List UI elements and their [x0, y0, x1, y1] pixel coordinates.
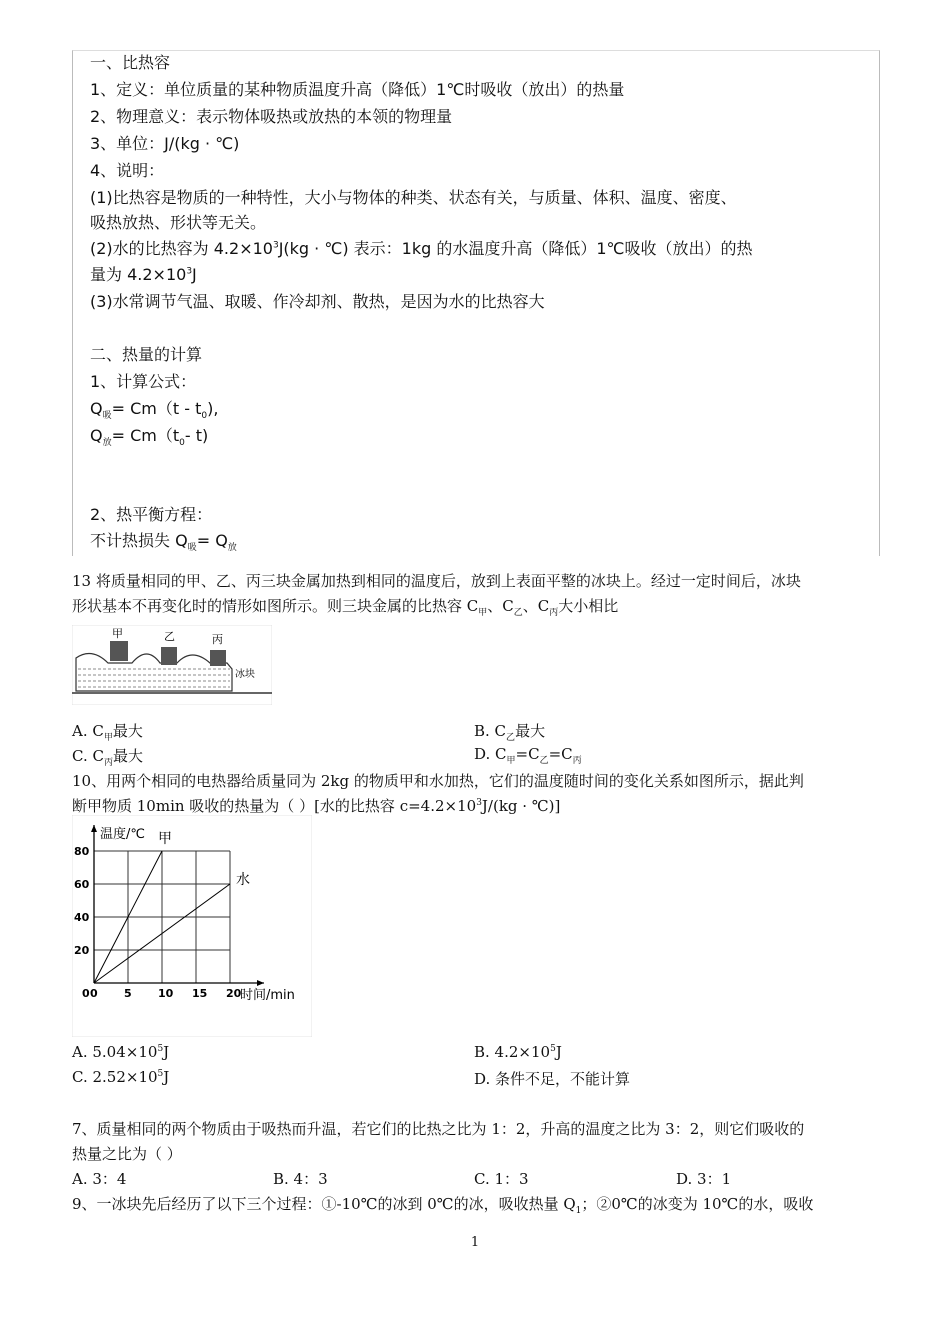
- y-tick-label: 60: [74, 878, 90, 891]
- q10-chart: [72, 815, 312, 1037]
- metal-block-jia: [110, 641, 128, 661]
- x-tick-label: 10: [158, 987, 174, 1000]
- fig-label-jia: 甲: [112, 627, 123, 640]
- q13-figure: [72, 625, 272, 705]
- note1-line1: (1)比热容是物质的一种特性，大小与物体的种类、状态有关，与质量、体积、温度、密度、: [90, 188, 737, 207]
- series-label-1: 水: [236, 872, 250, 888]
- metal-block-yi: [161, 647, 177, 665]
- fig-label-bing: 丙: [212, 633, 223, 646]
- origin-label: 0: [82, 987, 90, 1000]
- fig-label-yi: 乙: [164, 630, 175, 643]
- y-tick-label: 80: [74, 845, 90, 858]
- x-tick-label: 15: [192, 987, 208, 1000]
- y-tick-label: 40: [74, 911, 90, 924]
- x-tick-label: 5: [124, 987, 132, 1000]
- y-tick-label: 20: [74, 944, 90, 957]
- q9-line1: 9、一冰块先后经历了以下三个过程：①-10℃的冰到 0℃的冰，吸收热量 $Q_1$；②0℃的冰变为 10℃的水，吸收: [72, 1195, 814, 1216]
- q10-line2: 断甲物质 10min 吸收的热量为（ ）[水的比热容 $c=4.2\times 10^3J/(kg$ · ℃)]: [72, 797, 561, 815]
- q13-option-b[interactable]: B. $C_乙$最大: [474, 722, 546, 743]
- fig-label-ice: 冰块: [235, 669, 255, 680]
- page-number: 1: [470, 1235, 480, 1250]
- q10-option-b[interactable]: B. $4.2\times 10^5J$: [474, 1043, 562, 1061]
- q7-option-c[interactable]: C. 1：3: [474, 1170, 529, 1188]
- q10-option-a[interactable]: A. $5.04\times 10^5J$: [72, 1043, 170, 1061]
- x-axis-label: 时间/min: [240, 988, 295, 1003]
- q7-line1: 7、质量相同的两个物质由于吸热而升温，若它们的比热之比为 1：2，升高的温度之比为 3：2，则它们吸收的: [72, 1120, 805, 1138]
- q13-option-d[interactable]: D. $C_甲=C_乙=C_丙$: [474, 745, 582, 766]
- note2-line1: (2)水的比热容为 $4.2\times 10^3J(kg$ · ℃) 表示：1kg 的水温度升高（降低）1℃吸收（放出）的热: [90, 239, 753, 258]
- q7-option-a[interactable]: A. 3：4: [72, 1170, 127, 1188]
- section2-title: 二、热量的计算: [90, 345, 203, 364]
- q10-line1: 10、用两个相同的电热器给质量同为 2kg 的物质甲和水加热，它们的温度随时间的变化关系如图所示，据此判: [72, 772, 804, 790]
- q13-option-a[interactable]: A. $C_甲$最大: [72, 722, 143, 743]
- q7-option-d[interactable]: D. 3：1: [676, 1170, 732, 1188]
- q10-option-c[interactable]: C. $2.52\times 10^5J$: [72, 1068, 170, 1086]
- q13-option-c[interactable]: C. $C_丙$最大: [72, 747, 143, 768]
- q7-option-b[interactable]: B. 4：3: [273, 1170, 328, 1188]
- note-title: 4、说明：: [90, 161, 165, 180]
- q13-line1: 13 将质量相同的甲、乙、丙三块金属加热到相同的温度后，放到上表面平整的冰块上。经过一定时间后，冰块: [72, 572, 801, 590]
- formula-absorb: $Q_吸= Cm(t - t_0)$,: [90, 399, 219, 422]
- metal-block-bing: [210, 650, 226, 666]
- definition: 1、定义：单位质量的某种物质温度升高（降低）1℃时吸收（放出）的热量: [90, 80, 625, 99]
- note3: (3)水常调节气温、取暖、作冷却剂、散热，是因为水的比热容大: [90, 292, 545, 311]
- q10-option-d[interactable]: D. 条件不足，不能计算: [474, 1070, 631, 1088]
- series-label-0: 甲: [158, 831, 172, 847]
- section1-title: 一、比热容: [90, 53, 171, 72]
- formula-release: $Q_放= Cm(t_0-$ t): [90, 426, 209, 449]
- q13-line2: 形状基本不再变化时的情形如图所示。则三块金属的比热容 $C_甲$、$C_乙$、$C_丙$大小相比: [72, 597, 619, 618]
- note2-line2: 量为 $4.2\times 10^3J$: [90, 265, 197, 284]
- formula-title: 1、计算公式：: [90, 372, 197, 391]
- q7-line2: 热量之比为（ ）: [72, 1145, 182, 1163]
- y-axis-label: 温度/℃: [100, 827, 145, 842]
- x-tick-label: 20: [226, 987, 242, 1000]
- balance-title: 2、热平衡方程：: [90, 505, 213, 524]
- balance-eq: 不计热损失 $Q_吸= Q_放$: [90, 531, 237, 554]
- note1-line2: 吸热放热、形状等无关。: [90, 213, 267, 232]
- unit: 3、单位：J/(kg · ℃): [90, 134, 240, 153]
- x-tick-label: 0: [90, 987, 98, 1000]
- physical-meaning: 2、物理意义：表示物体吸热或放热的本领的物理量: [90, 107, 453, 126]
